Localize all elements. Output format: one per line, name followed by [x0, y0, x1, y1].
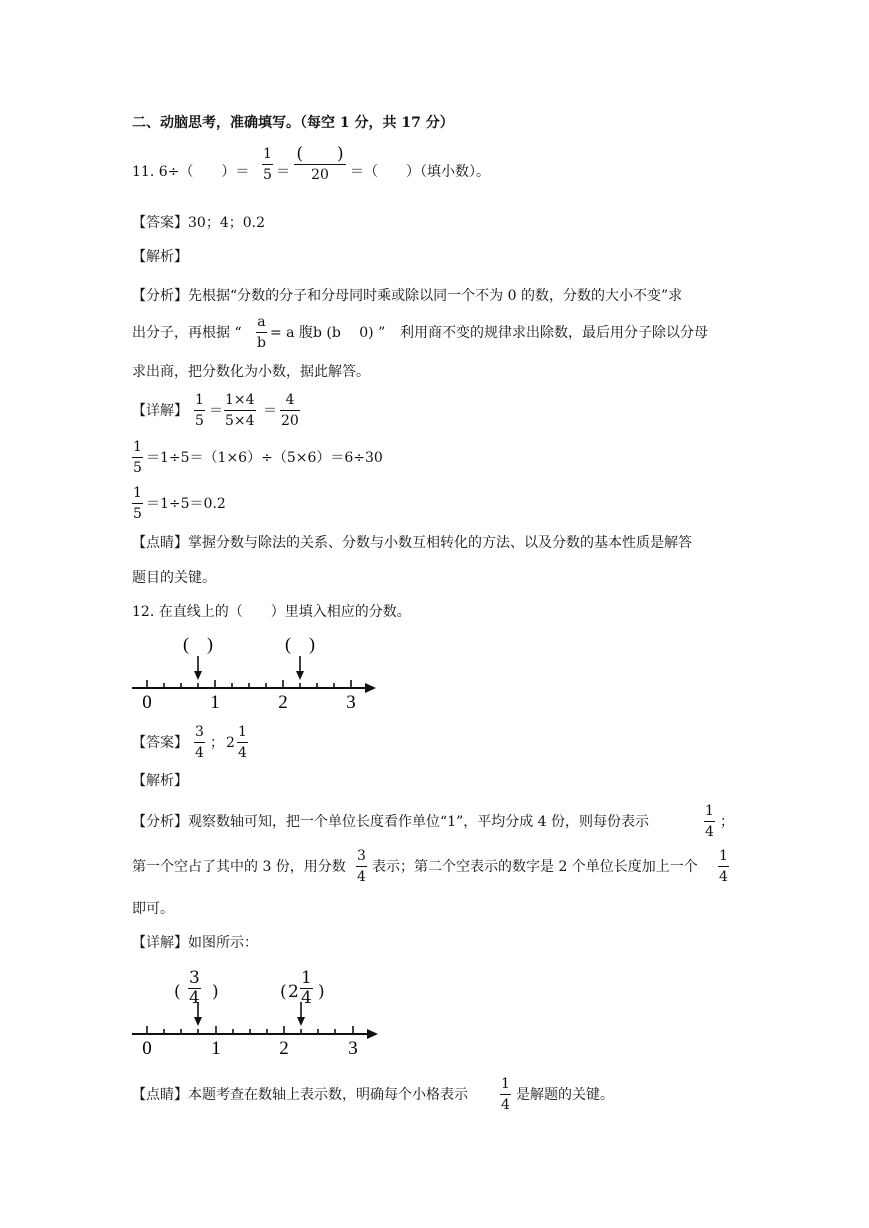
semicolon: ； [720, 814, 734, 830]
q11-suffix: ＝（ ）（填小数）。 [350, 164, 490, 180]
q11-analysis-line-2-pre: 出分子，再根据 “ [132, 325, 242, 341]
q11-analysis-line-3: 求出商，把分数化为小数，据此解答。 [132, 364, 370, 380]
fraction-bar [500, 1094, 511, 1095]
q11-fraction-1-5 [262, 145, 273, 184]
fig-frac-3-4 [188, 970, 201, 1007]
q11-analysis-line-2-post: 利用商不变的规律求出除数，最后用分子除以分母 [400, 325, 708, 341]
denominator: 4 [189, 988, 200, 1008]
q11-tip-line-1: 【点睛】掌握分数与除法的关系、分数与小数互相转化的方法、以及分数的基本性质是解答 [132, 535, 692, 551]
fig-open-paren-1: ( [174, 982, 181, 1002]
q12-answer-label: 【答案】 [132, 735, 188, 751]
denominator: 4 [357, 869, 366, 885]
q12-tip-frac [500, 1075, 511, 1114]
denominator: 4 [705, 824, 714, 840]
numerator: 3 [189, 968, 200, 988]
q12-analysis-label: 【解析】 [132, 773, 188, 789]
fig-open-paren-2: ( [280, 982, 287, 1002]
q12-answer-frac-2 [237, 723, 248, 762]
blank-label-1: ( ) [183, 634, 213, 654]
blank-label-2: ( ) [285, 634, 315, 654]
q11-blank-fraction [294, 145, 346, 184]
section-title: 二、动脑思考，准确填写。（每空 1 分，共 17 分） [132, 115, 454, 131]
denominator: 5×4 [225, 413, 255, 429]
fraction-bar [224, 410, 256, 411]
numerator: 1 [195, 392, 204, 408]
q12-number-line [120, 628, 390, 716]
numerator: 3 [357, 848, 366, 864]
denominator: b [257, 335, 266, 351]
q12-tip-pre: 【点睛】本题考查在数轴上表示数，明确每个小格表示 [132, 1087, 468, 1103]
numerator: 1 [133, 439, 142, 455]
q11-tip-line-2: 题目的关键。 [132, 570, 216, 586]
q11-detail2-frac [132, 438, 143, 477]
equals: ＝ [209, 403, 223, 419]
denominator: 20 [281, 413, 299, 429]
q11-detail-label: 【详解】 [132, 403, 188, 419]
q12-answer-figure [120, 962, 390, 1062]
q11-answer: 【答案】30；4；0.2 [132, 215, 265, 231]
fraction-bar [132, 457, 143, 458]
numerator: 1 [238, 724, 247, 740]
answer-2-whole: 2 [226, 735, 235, 751]
q12-answer-number-line [120, 962, 390, 1062]
equals: ＝ [263, 403, 277, 419]
fraction-bar [262, 164, 273, 165]
denominator: 4 [301, 988, 312, 1008]
fraction-bar [718, 866, 729, 867]
q12-analysis-frac-2 [356, 847, 367, 886]
q11-formula-fraction [256, 313, 267, 352]
denominator: 5 [133, 506, 142, 522]
fraction-bar [194, 410, 205, 411]
q11-formula-rest: = a 腹b (b 0) ” [270, 325, 386, 341]
q11-analysis-label: 【解析】 [132, 249, 188, 265]
q12-analysis-frac-1 [704, 802, 715, 841]
numerator: 1 [705, 803, 714, 819]
axis-label-1: 1 [210, 692, 220, 713]
fraction-bar [356, 866, 367, 867]
fig-close-paren-2: ) [318, 982, 325, 1002]
answer-separator: ； [210, 735, 224, 751]
q12-answer-frac-1 [194, 723, 205, 762]
q11-detail-frac-a [194, 391, 205, 430]
fraction-bar [280, 410, 300, 411]
axis-label-3: 3 [346, 692, 356, 713]
fraction-bar [256, 332, 267, 333]
q11-equals: ＝ [276, 164, 290, 180]
denominator: 4 [501, 1097, 510, 1113]
q11-detail-line-3: ＝1÷5＝0.2 [146, 496, 226, 512]
q12-tip-post: 是解题的关键。 [516, 1087, 614, 1103]
axis-label-2: 2 [278, 692, 288, 713]
numerator: 4 [285, 392, 295, 408]
denominator: 5 [263, 167, 272, 183]
axis-label-3: 3 [348, 1038, 358, 1059]
q11-detail3-frac [132, 484, 143, 523]
q12-analysis-line-2-pre: 第一个空占了其中的 3 份，用分数 [132, 859, 346, 875]
fraction-bar [237, 742, 248, 743]
fig-frac-1-4 [300, 970, 313, 1007]
q12-analysis-line-2-mid: 表示；第二个空表示的数字是 2 个单位长度加上一个 [372, 859, 698, 875]
q12-analysis-line-3: 即可。 [132, 901, 174, 917]
denominator: 4 [719, 869, 728, 885]
denominator: 5 [133, 460, 142, 476]
fraction-bar [132, 503, 143, 504]
numerator: 3 [195, 724, 204, 740]
numerator: 1 [133, 485, 142, 501]
q12-analysis-line-1: 【分析】观察数轴可知，把一个单位长度看作单位“1”，平均分成 4 份，则每份表示 [132, 814, 650, 830]
axis-label-0: 0 [142, 692, 152, 713]
q12-title: 12. 在直线上的（ ）里填入相应的分数。 [132, 604, 411, 620]
denominator: 4 [195, 745, 204, 761]
q11-detail-line-2: ＝1÷5＝（1×6）÷（5×6）＝6÷30 [146, 450, 383, 466]
numerator: 1 [301, 968, 312, 988]
numerator: 1 [263, 146, 272, 162]
axis-label-1: 1 [211, 1038, 221, 1059]
fraction-bar [704, 821, 715, 822]
q11-detail-frac-c [280, 391, 300, 430]
fraction-bar [294, 164, 346, 165]
axis-label-2: 2 [279, 1038, 289, 1059]
q11-prefix: 11. 6÷（ ）＝ [132, 164, 250, 180]
fig-close-paren-1: ) [212, 982, 219, 1002]
denominator: 5 [195, 413, 204, 429]
fraction-bar [194, 742, 205, 743]
q11-detail-frac-b [224, 391, 256, 430]
numerator: a [257, 314, 266, 330]
fig-whole-2: 2 [288, 982, 299, 1002]
numerator: 1 [501, 1076, 510, 1092]
axis-label-0: 0 [142, 1038, 152, 1059]
denominator: 4 [238, 745, 247, 761]
numerator: 1×4 [225, 392, 255, 408]
numerator: 1 [719, 848, 728, 864]
q11-analysis-line-1: 【分析】先根据“分数的分子和分母同时乘或除以同一个不为 0 的数，分数的大小不变”求 [132, 288, 683, 304]
denominator: 20 [311, 167, 329, 183]
q12-detail: 【详解】如图所示： [132, 935, 258, 951]
blank-numerator: ( ) [296, 144, 344, 164]
q12-analysis-frac-3 [718, 847, 729, 886]
